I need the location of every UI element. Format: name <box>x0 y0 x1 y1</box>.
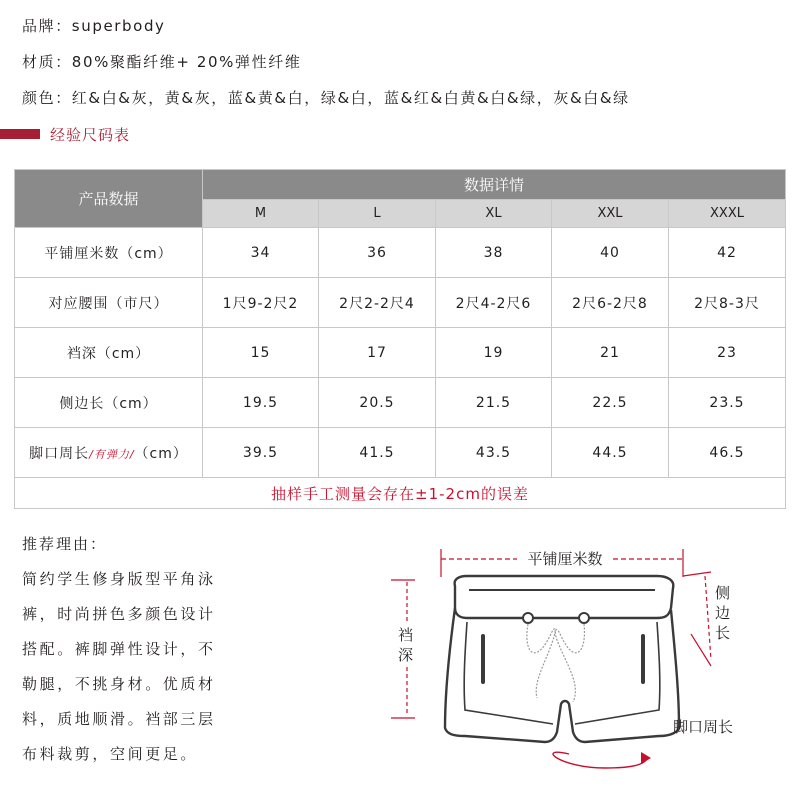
table-row <box>15 378 786 428</box>
side-label-char: 侧 <box>715 584 731 602</box>
table-cell: 19 <box>436 328 552 378</box>
size-header-l: L <box>319 200 436 228</box>
side-label-char: 长 <box>715 624 731 642</box>
table-cell: 2尺6-2尺8 <box>552 278 669 328</box>
table-row <box>15 278 786 328</box>
rise-label-char: 裆 <box>398 626 414 644</box>
colors-line: 颜色：红&白&灰，黄&灰，蓝&黄&白，绿&白，蓝&红&白黄&白&绿，灰&白&绿 <box>22 89 630 107</box>
elastic-note: /有弹力/ <box>89 447 135 461</box>
table-cell: 23.5 <box>669 378 786 428</box>
size-header-m: M <box>203 200 319 228</box>
eyelet-icon <box>579 613 589 623</box>
shorts-outline <box>445 576 679 742</box>
width-label: 平铺厘米数 <box>527 550 603 568</box>
reason-line: 简约学生修身版型平角泳 <box>22 570 216 588</box>
reason-line: 裤，时尚拼色多颜色设计 <box>22 605 216 623</box>
reason-line: 搭配。裤脚弹性设计，不 <box>22 640 216 658</box>
table-cell: 2尺8-3尺 <box>669 278 786 328</box>
table-cell: 40 <box>552 228 669 278</box>
row-label-leg-opening-main: 脚口周长 <box>29 445 90 462</box>
reason-line: 勒腿，不挑身材。优质材 <box>22 675 216 693</box>
reasons-title: 推荐理由： <box>22 535 108 553</box>
size-header-xl: XL <box>436 200 552 228</box>
section-title: 经验尺码表 <box>50 126 131 144</box>
size-header-xxl: XXL <box>552 200 669 228</box>
table-cell: 38 <box>436 228 552 278</box>
reason-line: 料，质地顺滑。裆部三层 <box>22 710 216 728</box>
table-cell: 34 <box>203 228 319 278</box>
table-cell: 17 <box>319 328 436 378</box>
row-label-leg-opening <box>15 428 203 478</box>
side-length-measure <box>683 572 730 666</box>
table-row <box>15 428 786 478</box>
shorts-measurement-diagram <box>385 532 775 782</box>
reason-line: 布料裁剪，空间更足。 <box>22 745 199 763</box>
row-label-flat-width: 平铺厘米数（cm） <box>15 228 203 278</box>
row-label-leg-opening-unit: （cm） <box>134 445 188 462</box>
row-label-waist: 对应腰围（市尺） <box>15 278 203 328</box>
table-cell: 21.5 <box>436 378 552 428</box>
size-header-xxxl: XXXL <box>669 200 786 228</box>
table-cell: 43.5 <box>436 428 552 478</box>
table-cell: 1尺9-2尺2 <box>203 278 319 328</box>
header-product-data: 产品数据 <box>15 170 203 228</box>
section-heading <box>0 124 320 144</box>
material-line: 材质：80%聚酯纤维+ 20%弹性纤维 <box>22 53 302 71</box>
row-label-rise: 裆深（cm） <box>15 328 203 378</box>
table-cell: 42 <box>669 228 786 278</box>
width-measure <box>441 549 683 577</box>
table-row <box>15 228 786 278</box>
table-cell: 44.5 <box>552 428 669 478</box>
table-cell: 39.5 <box>203 428 319 478</box>
table-cell: 19.5 <box>203 378 319 428</box>
hem-label: 脚口周长 <box>672 718 734 736</box>
header-data-details: 数据详情 <box>203 170 786 200</box>
section-marker-bar <box>0 129 40 139</box>
table-cell: 23 <box>669 328 786 378</box>
table-row <box>15 328 786 378</box>
measurement-note: 抽样手工测量会存在±1-2cm的误差 <box>15 478 786 509</box>
arrow-head-icon <box>641 752 651 764</box>
table-cell: 2尺4-2尺6 <box>436 278 552 328</box>
reasons-body <box>22 562 267 772</box>
table-cell: 20.5 <box>319 378 436 428</box>
rise-measure <box>391 580 415 718</box>
hem-measure <box>553 718 733 768</box>
table-cell: 15 <box>203 328 319 378</box>
row-label-side-length: 侧边长（cm） <box>15 378 203 428</box>
table-cell: 46.5 <box>669 428 786 478</box>
eyelet-icon <box>523 613 533 623</box>
table-cell: 36 <box>319 228 436 278</box>
rise-label-char: 深 <box>398 646 414 664</box>
brand-line: 品牌：superbody <box>22 17 166 35</box>
table-cell: 41.5 <box>319 428 436 478</box>
table-cell: 2尺2-2尺4 <box>319 278 436 328</box>
table-cell: 21 <box>552 328 669 378</box>
drawstring <box>523 613 589 702</box>
size-chart-table <box>14 169 786 509</box>
side-label-char: 边 <box>715 604 731 622</box>
table-cell: 22.5 <box>552 378 669 428</box>
